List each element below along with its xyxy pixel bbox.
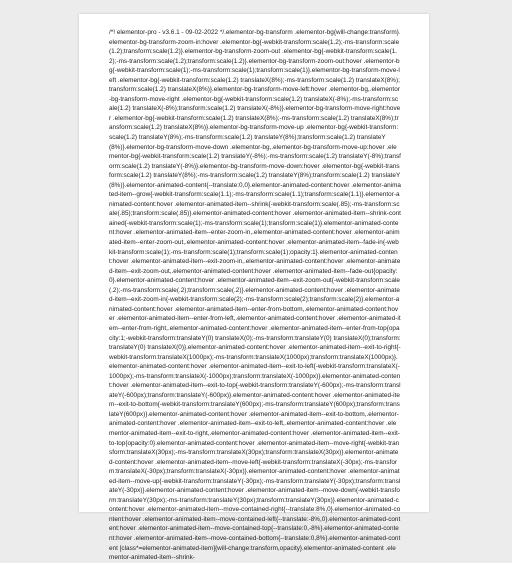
document-page (79, 14, 429, 562)
css-source-text: /*! elementor-pro - v3.6.1 - 09-02-2022 */.elementor-bg-transform .elementor-bg{will-change:transform}.elementor-bg-transform-zoom-in:hover .elementor-bg{-webkit-transform:scale(1.2);-ms-transform:scale(1.2);transform:scale(1.2)}.elementor-bg-transform-zoom-out .elementor-bg{-webkit-transform:scale(1.2);-ms-transform:scale(1.2);transform:scale(1.2)}.elementor-bg-transform-zoom-out:hover .elementor-bg{-webkit-transform:scale(1);-ms-transform:scale(1);transform:scale(1)}.elementor-bg-transform-move-left .elementor-bg{-webkit-transform:scale(1.2) translateX(8%);-ms-transform:scale(1.2) translateX(8%);transform:scale(1.2) translateX(8%)}.elementor-bg-transform-move-left:hover .elementor-bg,.elementor-bg-transform-move-right .elementor-bg{-webkit-transform:scale(1.2) translateX(-8%);-ms-transform:scale(1.2) translateX(-8%);transform:scale(1.2) translateX(-8%)}.elementor-bg-transform-move-right:hover .elementor-bg{-webkit-transform:scale(1.2) translateX(8%);-ms-transform:scale(1.2) translateX(8%);transform:scale(1.2) translateX(8%)}.elementor-bg-transform-move-up .elementor-bg{-webkit-transform:scale(1.2) translateY(8%);-ms-transform:scale(1.2) translateY(8%);transform:scale(1.2) translateY(8%)}.elementor-bg-transform-move-down .elementor-bg,.elementor-bg-transform-move-up:hover .elementor-bg{-webkit-transform:scale(1.2) translateY(-8%);-ms-transform:scale(1.2) translateY(-8%);transform:scale(1.2) translateY(-8%)}.elementor-bg-transform-move-down:hover .elementor-bg{-webkit-transform:scale(1.2) translateY(8%);-ms-transform:scale(1.2) translateY(8%);transform:scale(1.2) translateY(8%)}.elementor-animated-content{--translate:0,0}.elementor-animated-content:hover .elementor-animated-item--grow{-webkit-transform:scale(1.1);-ms-transform:scale(1.1);transform:scale(1.1)}.elementor-animated-content:hover .elementor-animated-item--shrink{-webkit-transform:scale(.85);-ms-transform:scale(.85);transform:scale(.85)}.elementor-animated-content:hover .elementor-animated-item--shrink-contained{-webkit-transform:scale(1);-ms-transform:scale(1);transform:scale(1)}.elementor-animated-content:hover .elementor-animated-item--enter-zoom-in,.elementor-animated-content:hover .elementor-animated-item--enter-zoom-out,.elementor-animated-content:hover .elementor-animated-item--fade-in{-webkit-transform:scale(1);-ms-transform:scale(1);transform:scale(1);opacity:1}.elementor-animated-content:hover .elementor-animated-item--exit-zoom-in,.elementor-animated-content:hover .elementor-animated-item--exit-zoom-out,.elementor-animated-content:hover .elementor-animated-item--fade-out{opacity:0}.elementor-animated-content:hover .elementor-animated-item--exit-zoom-out{-webkit-transform:scale(.2);-ms-transform:scale(.2);transform:scale(.2)}.elementor-animated-content:hover .elementor-animated-item--exit-zoom-in{-webkit-transform:scale(2);-ms-transform:scale(2);transform:scale(2)}.elementor-animated-content:hover .elementor-animated-item--enter-from-bottom,.elementor-animated-content:hover .elementor-animated-item--enter-from-left,.elementor-animated-content:hover .elementor-animated-item--enter-from-right,.elementor-animated-content:hover .elementor-animated-item--enter-from-top{opacity:1;-webkit-transform:translateY(0) translateX(0);-ms-transform:translateY(0) translateX(0);transform:translateY(0) translateX(0)}.elementor-animated-content:hover .elementor-animated-item--exit-to-right{-webkit-transform:translateX(1000px);-ms-transform:translateX(1000px);transform:translateX(1000px)}.elementor-animated-content:hover .elementor-animated-item--exit-to-left{-webkit-transform:translateX(-1000px);-ms-transform:translateX(-1000px);transform:translateX(-1000px)}.elementor-animated-content:hover .elementor-animated-item--exit-to-top{-webkit-transform:translateY(-600px);-ms-transform:translateY(-600px);transform:translateY(-600px)}.elementor-animated-content:hover .elementor-animated-item--exit-to-bottom{-webkit-transform:translateY(600px);-ms-transform:translateY(600px);transform:translateY(600px)}.elementor-animated-content:hover .elementor-animated-item--exit-to-bottom,.elementor-animated-content:hover .elementor-animated-item--exit-to-left,.elementor-animated-content:hover .elementor-animated-item--exit-to-right,.elementor-animated-content:hover .elementor-animated-item--exit-to-top{opacity:0}.elementor-animated-content:hover .elementor-animated-item--move-right{-webkit-transform:translateX(30px);-ms-transform:translateX(30px);transform:translateX(30px)}.elementor-animated-content:hover .elementor-animated-item--move-left{-webkit-transform:translateX(-30px);-ms-transform:translateX(-30px);transform:translateX(-30px)}.elementor-animated-content:hover .elementor-animated-item--move-up{-webkit-transform:translateY(-30px);-ms-transform:translateY(-30px);transform:translateY(-30px)}.elementor-animated-content:hover .elementor-animated-item--move-down{-webkit-transform:translateY(30px);-ms-transform:translateY(30px);transform:translateY(30px)}.elementor-animated-content:hover .elementor-animated-item--move-contained-right{--translate:8%,0}.elementor-animated-content:hover .elementor-animated-item--move-contained-left{--translate:-8%,0}.elementor-animated-content:hover .elementor-animated-item--move-contained-top{--translate:0,-8%}.elementor-animated-content:hover .elementor-animated-item--move-contained-bottom{--translate:0,8%}.elementor-animated-content [class*=elementor-animated-item]{will-change:transform,opacity}.elementor-animated-content .elementor-animated-item--shrink- (109, 29, 401, 562)
